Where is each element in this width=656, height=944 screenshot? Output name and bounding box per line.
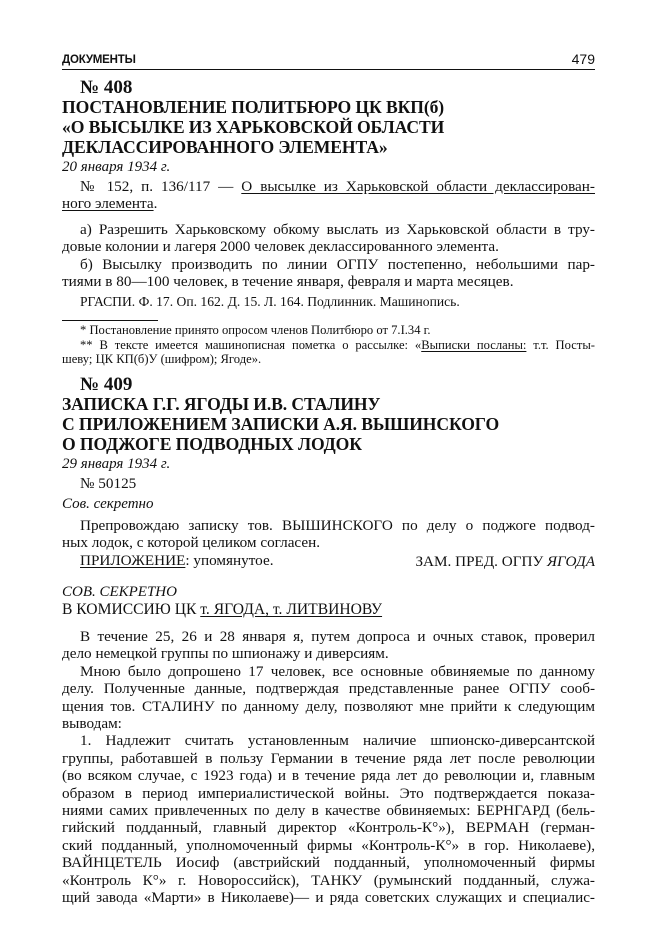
addressee-prefix: В КОМИССИЮ ЦК bbox=[62, 601, 201, 618]
protocol-ref: № 152, п. 136/117 — bbox=[80, 178, 242, 195]
doc408-archive-ref: РГАСПИ. Ф. 17. Оп. 162. Д. 15. Л. 164. Подлинник. Машинопись. bbox=[80, 294, 460, 309]
annex-line: ВАЙНЦЕТЕЛЬ Иосиф (австрийский подданный, уполномоченный фирмы bbox=[62, 854, 595, 872]
doc408-protocol bbox=[62, 178, 595, 213]
addressee-names: т. ЯГОДА, т. ЛИТВИНОВУ bbox=[200, 601, 383, 618]
annex-line: группы, работавшей в пользу Германии в течение ряда лет после революции bbox=[62, 749, 595, 767]
section-title: ДОКУМЕНТЫ bbox=[62, 54, 136, 66]
para-b-line-2: тиями в 80—100 человек, в течение января, февраля и марта месяцев. bbox=[62, 273, 514, 291]
fn2-prefix: ** В тексте имеется машинописная пометка о рассылке: « bbox=[80, 337, 422, 352]
page-number: 479 bbox=[571, 51, 595, 67]
annex-line: делу. Полученные данные, подтверждая представленные ранее ОГПУ сооб- bbox=[62, 680, 595, 698]
attachment-text: : упомянутое. bbox=[185, 551, 274, 569]
doc409-title-line-2: С ПРИЛОЖЕНИЕМ ЗАПИСКИ А.Я. ВЫШИНСКОГО bbox=[62, 414, 500, 434]
cover-line-2: ных лодок, с которой целиком согласен. bbox=[62, 534, 321, 552]
protocol-subject-cont: ного элемента bbox=[62, 195, 154, 213]
annex-line: «Контроль К°» г. Новороссийск), ТАНКУ (румынский подданный, служа- bbox=[62, 871, 595, 889]
doc409-reg-number: № 50125 bbox=[80, 475, 137, 492]
protocol-period: . bbox=[153, 195, 158, 213]
annex-line: гийский подданный, главный директор «Контроль-К°»), ВЕРМАН (герман- bbox=[62, 819, 595, 837]
footnote-rule bbox=[62, 320, 158, 321]
annex-line: ниями самих привлеченных по делу в качестве обвиняемых: БЕРНГАРД (бель- bbox=[62, 802, 595, 820]
doc408-number: № 408 bbox=[80, 77, 133, 98]
annex-line: щения тов. СТАЛИНУ по данному делу, позволяют мне прийти к следующим bbox=[62, 697, 595, 715]
footnote-2 bbox=[62, 338, 595, 353]
doc409-date: 29 января 1934 г. bbox=[62, 456, 171, 472]
protocol-line-1 bbox=[62, 178, 595, 195]
annex-line: образом в период империалистической войны. Это подтверждается показа- bbox=[62, 784, 595, 802]
annex-line: ский подданный, уполномоченный фирмы «Контроль-К°» в гор. Николаеве), bbox=[62, 836, 595, 854]
annex-line: В течение 25, 26 и 28 января я, путем допроса и очных ставок, проверил bbox=[80, 628, 595, 645]
annex-line: выводам: bbox=[62, 715, 122, 733]
doc408-title-line-3: ДЕКЛАССИРОВАННОГО ЭЛЕМЕНТА» bbox=[62, 137, 388, 157]
header-rule bbox=[62, 69, 595, 70]
doc408-para-b bbox=[62, 256, 595, 291]
annex-line: дело немецкой группы по шпионажу и диверсиям. bbox=[62, 645, 389, 663]
annex-line: Мною было допрошено 17 человек, все основные обвиняемые по данному bbox=[80, 662, 595, 680]
protocol-subject: О высылке из Харьковской области деклассирован- bbox=[241, 178, 595, 195]
signature-name: ЯГОДА bbox=[547, 553, 595, 570]
attachment-label: ПРИЛОЖЕНИЕ bbox=[80, 551, 186, 569]
fn2-suffix: т.т. Посты- bbox=[526, 337, 595, 352]
footnote-2-cont: шеву; ЦК КП(б)У (шифром); Ягоде». bbox=[62, 352, 262, 367]
footnote-1: * Постановление принято опросом членов Политбюро от 7.I.34 г. bbox=[80, 323, 431, 337]
annex-classification: СОВ. СЕКРЕТНО bbox=[62, 584, 177, 600]
fn2-underlined: Выписки посланы: bbox=[421, 337, 527, 352]
annex-body bbox=[62, 628, 595, 907]
annex-line: (во всяком случае, с 1923 года) и в течение ряда лет до революции и, главным bbox=[62, 767, 595, 785]
doc408-title-line-1: ПОСТАНОВЛЕНИЕ ПОЛИТБЮРО ЦК ВКП(б) bbox=[62, 97, 445, 117]
para-a-line-2: довые колонии и лагеря 2000 человек деклассированного элемента. bbox=[62, 238, 499, 256]
annex-addressee bbox=[62, 601, 382, 618]
annex-line: 1. Надлежит считать установленным наличие шпионско-диверсантской bbox=[80, 732, 595, 750]
para-b-line-1: б) Высылку производить по линии ОГПУ постепенно, небольшими пар- bbox=[80, 256, 595, 273]
annex-line: щий завода «Марти» в Николаеве)— и ряда советских служащих и специалис- bbox=[62, 889, 595, 907]
doc409-title-line-1: ЗАПИСКА Г.Г. ЯГОДЫ И.В. СТАЛИНУ bbox=[62, 394, 381, 414]
cover-line-1: Препровождаю записку тов. ВЫШИНСКОГО по делу о поджоге подвод- bbox=[80, 517, 595, 534]
doc408-footnotes bbox=[62, 323, 595, 367]
doc409-classification: Сов. секретно bbox=[62, 496, 154, 512]
doc408-title-line-2: «О ВЫСЫЛКЕ ИЗ ХАРЬКОВСКОЙ ОБЛАСТИ bbox=[62, 117, 445, 137]
protocol-line-2 bbox=[62, 195, 595, 212]
para-a-line-1: а) Разрешить Харьковскому обкому выслать из Харьковской области в тру- bbox=[80, 221, 595, 238]
signature-title: ЗАМ. ПРЕД. ОГПУ bbox=[415, 553, 548, 570]
signature bbox=[415, 553, 595, 571]
running-head bbox=[62, 51, 595, 69]
doc408-para-a bbox=[62, 221, 595, 256]
doc409-number: № 409 bbox=[80, 374, 133, 395]
doc409-title-line-3: О ПОДЖОГЕ ПОДВОДНЫХ ЛОДОК bbox=[62, 434, 362, 454]
doc408-date: 20 января 1934 г. bbox=[62, 159, 171, 175]
